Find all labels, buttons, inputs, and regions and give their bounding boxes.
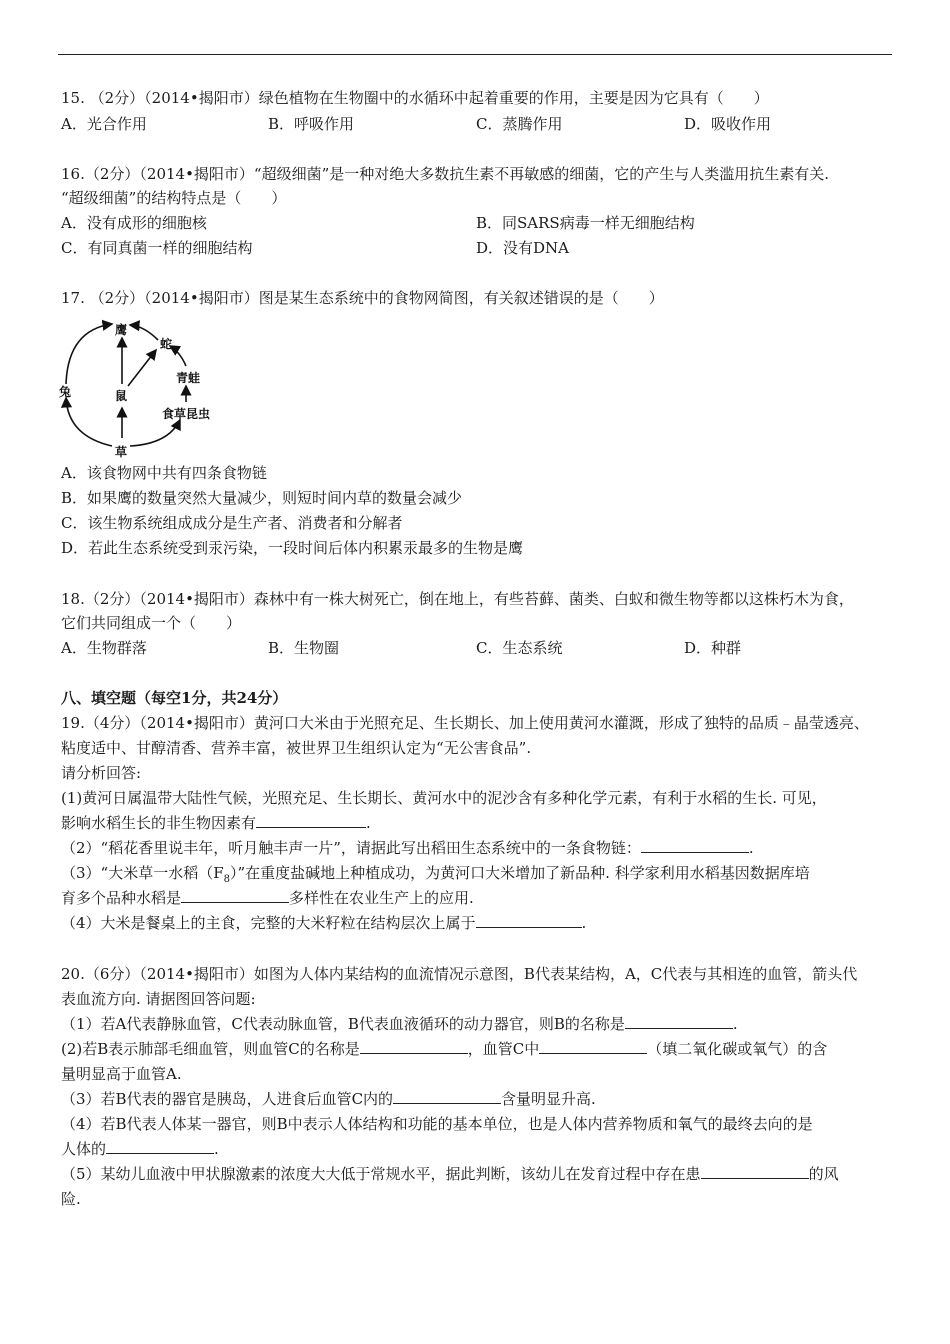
q19-line8: 育多个品种水稻是 多样性在农业生产上的应用. bbox=[61, 889, 474, 907]
node-frog: 青蛙 bbox=[176, 371, 201, 385]
q15-option-a: A．光合作用 bbox=[61, 115, 147, 133]
q20-blank-4[interactable] bbox=[393, 1089, 501, 1104]
arrow-frog-to-snake bbox=[170, 346, 186, 366]
q20-blank-1[interactable] bbox=[625, 1014, 733, 1029]
arrow-mouse-to-snake bbox=[128, 350, 156, 386]
q20-line2: 表血流方向. 请据图回答问题: bbox=[61, 990, 256, 1008]
node-rabbit: 兔 bbox=[59, 385, 72, 399]
q19-line7: （3）“大米草一水稻$(F_8)$”在重度盐碱地上种植成功，为黄河口大米增加了新品种. 科学家利用水稻基因数据库培 bbox=[61, 864, 810, 885]
section-heading: 八、填空题（每空1分，共24分） bbox=[61, 689, 288, 707]
q19-part1-text: 影响水稻生长的非生物因素有 bbox=[61, 814, 257, 832]
q19-line3: 请分析回答: bbox=[61, 764, 142, 782]
q16-option-a: A．没有成形的细胞核 bbox=[61, 214, 207, 232]
q19-part2-text: （2）“稻花香里说丰年，听月触丰声一片”，请据此写出稻田生态系统中的一条食物链： bbox=[61, 839, 641, 857]
q15-option-c: C．蒸腾作用 bbox=[476, 115, 563, 133]
node-grass: 草 bbox=[115, 445, 128, 459]
node-insect: 食草昆虫 bbox=[162, 407, 211, 421]
q20-line7: （4）若B代表人体某一器官，则B中表示人体结构和功能的基本单位，也是人体内营养物质和氧气的最终去向的是 bbox=[61, 1115, 813, 1133]
q19-line2: 粘度适中、甘醇清香、营养丰富，被世界卫生组织认定为“无公害食品”. bbox=[61, 739, 532, 757]
q18-option-b: B．生物圈 bbox=[268, 639, 340, 657]
q16-stem-line1: 16.（2分）（2014•揭阳市）“超级细菌”是一种对绝大多数抗生素不再敏感的细菌，它的产生与人类滥用抗生素有关. bbox=[61, 165, 830, 183]
q19-line5: 影响水稻生长的非生物因素有 . bbox=[61, 814, 371, 832]
q20-line9: （5）某幼儿血液中甲状腺激素的浓度大大低于常规水平，据此判断，该幼儿在发育过程中存在患 的风 bbox=[61, 1165, 839, 1183]
q19-line1: 19.（4分）（2014•揭阳市）黄河口大米由于光照充足、生长期长、加上使用黄河水灌溉，形成了独特的品质﹣晶莹透亮、 bbox=[61, 714, 869, 732]
q17-option-c: C．该生物系统组成成分是生产者、消费者和分解者 bbox=[61, 514, 403, 532]
q20-blank-6[interactable] bbox=[701, 1164, 809, 1179]
q20-blank-5[interactable] bbox=[106, 1139, 214, 1154]
q16-stem-line2: “超级细菌”的结构特点是（ ） bbox=[61, 189, 287, 207]
arrow-grass-to-rabbit bbox=[66, 398, 112, 446]
q20-line6: （3）若B代表的器官是胰岛，人进食后血管C内的 含量明显升高. bbox=[61, 1090, 596, 1108]
q16-option-b: B．同SARS病毒一样无细胞结构 bbox=[476, 214, 695, 232]
q19-blank-4[interactable] bbox=[476, 913, 582, 928]
q20-line1: 20.（6分）（2014•揭阳市）如图为人体内某结构的血流情况示意图，B代表某结构，A，C代表与其相连的血管，箭头代 bbox=[61, 965, 858, 983]
q19-line6: （2）“稻花香里说丰年，听月触丰声一片”，请据此写出稻田生态系统中的一条食物链： . bbox=[61, 839, 754, 857]
q19-blank-2[interactable] bbox=[641, 838, 749, 853]
q16-option-c: C．有同真菌一样的细胞结构 bbox=[61, 239, 253, 257]
q17-option-d: D．若此生态系统受到汞污染，一段时间后体内积累汞最多的生物是鹰 bbox=[61, 539, 524, 557]
q19-line9: （4）大米是餐桌上的主食，完整的大米籽粒在结构层次上属于 . bbox=[61, 914, 587, 932]
q18-option-d: D．种群 bbox=[684, 639, 742, 657]
q17-stem: 17. （2分）（2014•揭阳市）图是某生态系统中的食物网简图，有关叙述错误的是（ ） bbox=[61, 289, 664, 307]
q18-option-c: C．生态系统 bbox=[476, 639, 563, 657]
q19-blank-1[interactable] bbox=[256, 813, 366, 828]
q18-option-a: A．生物群落 bbox=[61, 639, 147, 657]
q17-option-a: A．该食物网中共有四条食物链 bbox=[61, 464, 267, 482]
node-snake: 蛇 bbox=[160, 337, 173, 351]
header-rule bbox=[58, 54, 892, 55]
q20-line8: 人体的 . bbox=[61, 1140, 219, 1158]
q20-blank-3[interactable] bbox=[539, 1039, 647, 1054]
node-hawk: 鹰 bbox=[115, 323, 128, 337]
node-mouse: 鼠 bbox=[115, 389, 128, 403]
q15-option-d: D．吸收作用 bbox=[684, 115, 772, 133]
q17-option-b: B．如果鹰的数量突然大量减少，则短时间内草的数量会减少 bbox=[61, 489, 463, 507]
q20-line10: 险. bbox=[61, 1190, 81, 1208]
q16-option-d: D．没有DNA bbox=[476, 239, 570, 257]
q20-line4: (2)若B表示肺部毛细血管，则血管C的名称是 ，血管C中 （填二氧化碳或氧气）的含 bbox=[61, 1040, 828, 1058]
q19-line4: (1)黄河日属温带大陆性气候，光照充足、生长期长、黄河水中的泥沙含有多种化学元素，有利于水稻的生长. 可见， bbox=[61, 789, 827, 807]
arrow-snake-to-hawk bbox=[130, 325, 158, 340]
q19-blank-3[interactable] bbox=[181, 888, 289, 903]
q20-line5: 量明显高于血管A. bbox=[61, 1065, 182, 1083]
q20-line3: （1）若A代表静脉血管，C代表动脉血管，B代表血液循环的动力器官，则B的名称是 . bbox=[61, 1015, 738, 1033]
q15-option-b: B．呼吸作用 bbox=[268, 115, 355, 133]
food-web-diagram bbox=[58, 318, 228, 460]
q20-blank-2[interactable] bbox=[360, 1039, 468, 1054]
q18-stem-line2: 它们共同组成一个（ ） bbox=[61, 614, 242, 632]
q15-stem: 15. （2分）（2014•揭阳市）绿色植物在生物圈中的水循环中起着重要的作用，主要是因为它具有（ ） bbox=[61, 89, 769, 107]
arrow-rabbit-to-hawk bbox=[66, 324, 112, 384]
q18-stem-line1: 18.（2分）（2014•揭阳市）森林中有一株大树死亡，倒在地上，有些苔藓、菌类、白蚁和微生物等都以这株朽木为食， bbox=[61, 590, 854, 608]
arrow-grass-to-insect bbox=[130, 420, 180, 446]
